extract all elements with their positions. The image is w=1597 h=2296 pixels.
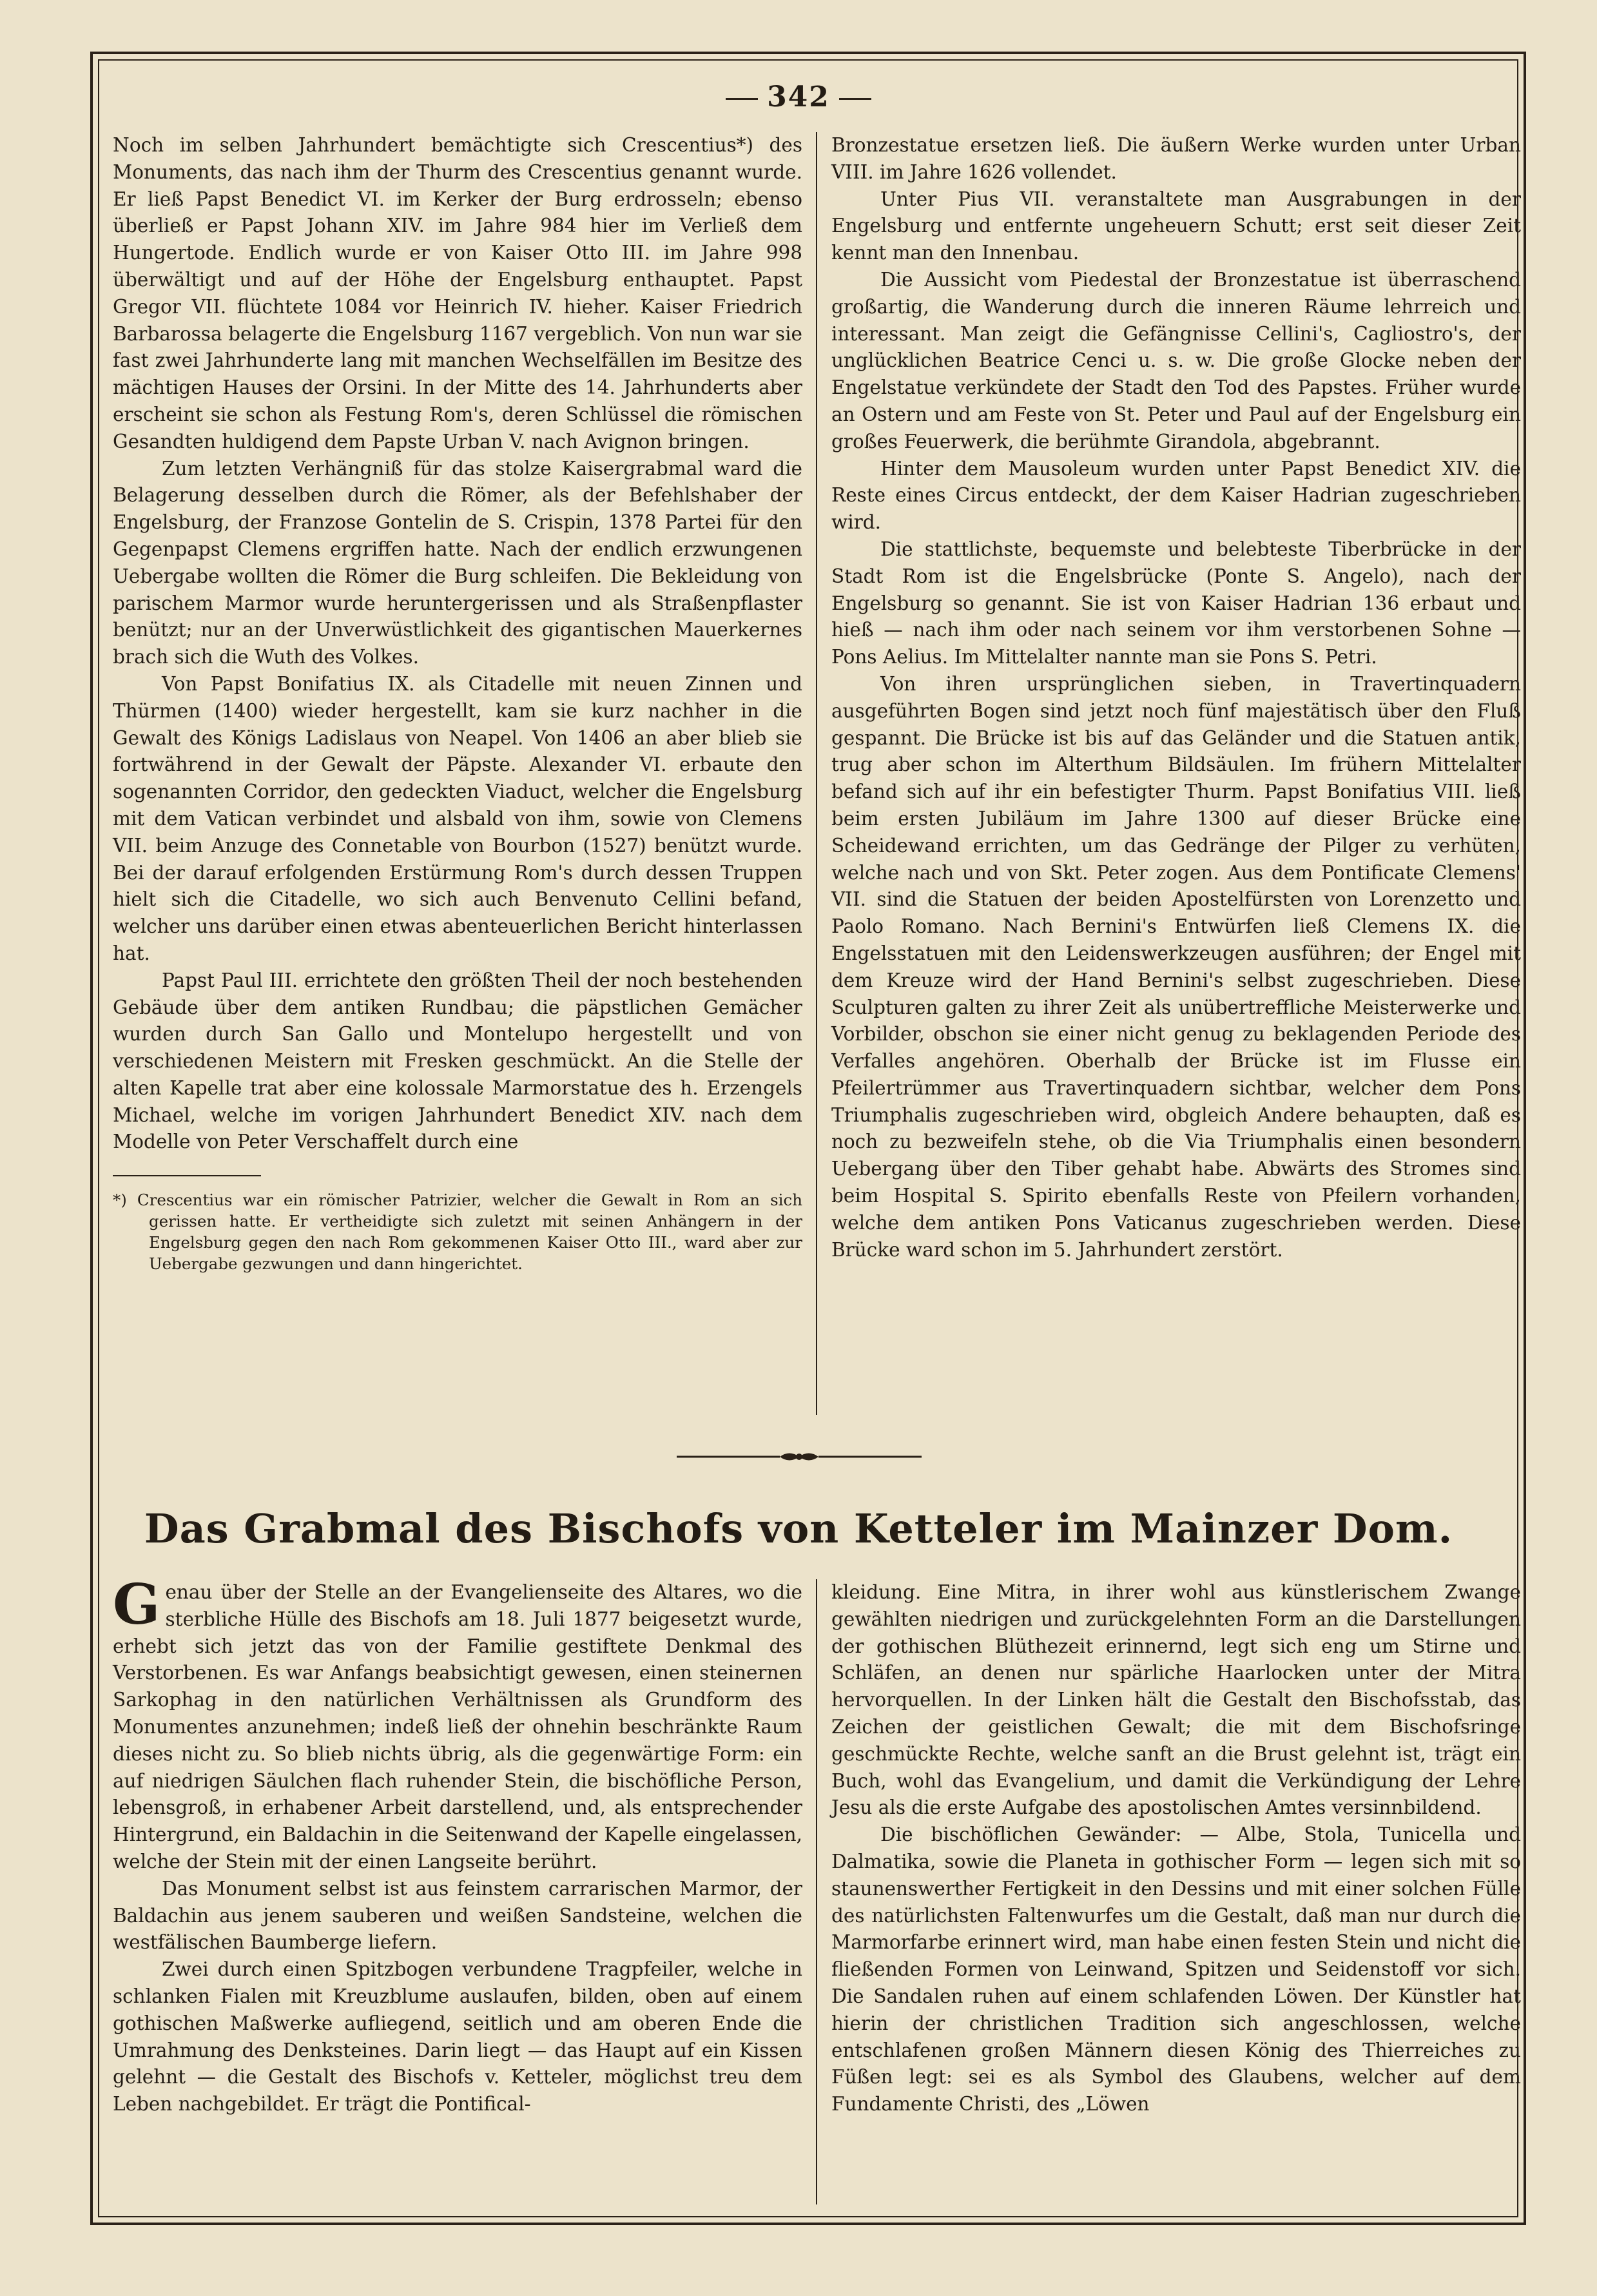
article1-paragraph: Noch im selben Jahrhundert bemächtigte sich Crescentius*) des Monuments, das nach ihm der Thurm des Crescentius genannt wurde. Er ließ Papst Benedict VI. im Kerker der Burg erdrosseln; ebenso überließ er Papst Johann XIV. im Jahre 984 hier im Verließ dem Hungertode. Endlich wurde er von Kaiser Otto III. im Jahre 998 überwältigt und auf der Höhe der Engelsburg enthauptet. Papst Gregor VII. flüchtete 1084 vor Heinrich IV. hieher. Kaiser Friedrich Barbarossa belagerte die Engelsburg 1167 vergeblich. Von nun war sie fast zwei Jahrhunderte lang mit manchen Wechselfällen im Besitze des mächtigen Hauses der Orsini. In der Mitte des 14. Jahrhunderts aber erscheint sie schon als Festung Rom's, deren Schlüssel die römischen Gesandten huldigend dem Papste Urban V. nach Avignon bringen.: [113, 134, 802, 452]
article2-paragraph: Das Monument selbst ist aus feinstem carrarischen Marmor, der Baldachin aus jenem sauberen und weißen Sandsteine, welchen die westfälischen Baumberge liefern.: [113, 1877, 802, 1954]
article1-paragraph: Die Aussicht vom Piedestal der Bronzestatue ist überraschend großartig, die Wanderung durch die inneren Räume lehrreich und interessant. Man zeigt die Gefängnisse Cellini's, Cagliostro's, der unglücklichen Beatrice Cenci u. s. w. Die große Glocke neben der Engelstatue verkündete der Stadt den Tod des Papstes. Früher wurde an Ostern und am Feste von St. Peter und Paul auf der Engelsburg ein großes Feuerwerk, die berühmte Girandola, abgebrannt.: [831, 268, 1521, 452]
page-number-dash-right: [839, 98, 871, 100]
section-divider-ornament: [677, 1447, 922, 1466]
footnote-text: *) Crescentius war ein römischer Patrizier, welcher die Gewalt in Rom an sich gerissen hatte. Er vertheidigte sich zuletzt mit seinen Anhängern in der Engelsburg gegen den nach Rom gekommenen Kaiser Otto III., ward aber zur Uebergabe gezwungen und dann hingerichtet.: [113, 1191, 802, 1274]
footnote-rule: [113, 1175, 261, 1176]
article1-paragraph: Zum letzten Verhängniß für das stolze Kaisergrabmal ward die Belagerung desselben durch die Römer, als der Befehlshaber der Engelsburg, der Franzose Gontelin de S. Crispin, 1378 Partei für den Gegenpapst Clemens ergriffen hatte. Nach der endlich erzwungenen Uebergabe wollten die Römer die Burg schleifen. Die Bekleidung von parischem Marmor wurde heruntergerissen und als Straßenpflaster benützt; nur an der Unverwüstlichkeit des gigantischen Mauerkernes brach sich die Wuth des Volkes.: [113, 457, 802, 668]
page-number-dash-left: [726, 98, 758, 100]
article1-paragraph: Von Papst Bonifatius IX. als Citadelle mit neuen Zinnen und Thürmen (1400) wieder hergestellt, kam sie kurz nachher in die Gewalt des Königs Ladislaus von Neapel. Von 1406 an aber blieb sie fortwährend in der Gewalt der Päpste. Alexander VI. erbaute den sogenannten Corridor, den gedeckten Viaduct, welcher die Engelsburg mit dem Vatican verbindet und alsbald von ihm, sowie von Clemens VII. beim Anzuge des Connetable von Bourbon (1527) benützt wurde. Bei der darauf erfolgenden Erstürmung Rom's durch dessen Truppen hielt sich die Citadelle, wo sich auch Benvenuto Cellini befand, welcher uns darüber einen etwas abenteuerlichen Bericht hinterlassen hat.: [113, 672, 802, 964]
article2-left-column: [113, 1572, 802, 2118]
column-divider-bottom: [816, 1579, 817, 2204]
article2-first-text: enau über der Stelle an der Evangelienseite des Altares, wo die sterbliche Hülle des Bischofs am 18. Juli 1877 beigesetzt wurde, erhebt sich jetzt das von der Familie gestiftete Denkmal des Verstorbenen. Es war Anfangs beabsichtigt gewesen, einen steinernen Sarkophag in den natürlichen Verhältnissen als Grundform des Monumentes anzunehmen; indeß ließ der ohnehin beschränkte Raum dieses nicht zu. So blieb nichts übrig, als die gegenwärtige Form: ein auf niedrigen Säulchen flach ruhender Stein, die bischöfliche Person, lebensgroß, in erhabener Arbeit darstellend, und, als entsprechender Hintergrund, ein Baldachin in die Seitenwand der Kapelle eingelassen, welche der Stein mit der einen Langseite berührt.: [113, 1581, 802, 1873]
article2-paragraph: Zwei durch einen Spitzbogen verbundene Tragpfeiler, welche in schlanken Fialen mit Kreuzblume auslaufen, bilden, oben auf einem gothischen Maßwerke aufliegend, seitlich und am oberen Ende die Umrahmung des Denksteines. Darin liegt — das Haupt auf ein Kissen gelehnt — die Gestalt des Bischofs v. Ketteler, möglichst treu dem Leben nachgebildet. Er trägt die Pontifical-: [113, 1958, 802, 2116]
page-number: [0, 81, 1597, 113]
article2-paragraph: Die bischöflichen Gewänder: — Albe, Stola, Tunicella und Dalmatika, sowie die Planeta in gothischer Form — legen sich mit so staunenswerther Fertigkeit in den Dessins und mit einer solchen Fülle des natürlichsten Faltenwurfes um die Gestalt, daß man nur durch die Marmorfarbe erinnert wird, man habe einen festen Stein und nicht die fließenden Formen von Leinwand, Spitzen und Seidenstoff vor sich. Die Sandalen ruhen auf einem schlafenden Löwen. Der Künstler hat hierin der christlichen Tradition sich angeschlossen, welche entschlafenen großen Männern diesen König des Thierreiches zu Füßen legt: sei es als Symbol des Glaubens, welcher auf dem Fundamente Christi, des „Löwen: [831, 1824, 1521, 2116]
article1-paragraph: Papst Paul III. errichtete den größten Theil der noch bestehenden Gebäude über dem antiken Rundbau; die päpstlichen Gemächer wurden durch San Gallo und Montelupo hergestellt und von verschiedenen Meistern mit Fresken geschmückt. An die Stelle der alten Kapelle trat aber eine kolossale Marmorstatue des h. Erzengels Michael, welche im vorigen Jahrhundert Benedict XIV. nach dem Modelle von Peter Verschaffelt durch eine: [113, 969, 802, 1153]
article1-left-column: [113, 132, 802, 1274]
drop-cap: G: [113, 1572, 160, 1637]
article2-paragraph: kleidung. Eine Mitra, in ihrer wohl aus künstlerischem Zwange gewählten niedrigen und zurückgelehnten Form an die Darstellungen der gothischen Blüthezeit erinnernd, legt sich eng um Stirne und Schläfen, an denen nur spärliche Haarlocken unter der Mitra hervorquellen. In der Linken hält die Gestalt den Bischofsstab, das Zeichen der geistlichen Gewalt; die mit dem Bischofsringe geschmückte Rechte, welche sanft an die Brust gelehnt ist, trägt ein Buch, wohl das Evangelium, und damit die Verkündigung der Lehre Jesu als die erste Aufgabe des apostolischen Amtes versinnbildend.: [831, 1581, 1521, 1819]
article1-right-column: [831, 132, 1521, 1263]
article1-paragraph: Von ihren ursprünglichen sieben, in Travertinquadern ausgeführten Bogen sind jetzt noch fünf majestätisch über den Fluß gespannt. Die Brücke ist bis auf das Geländer und die Statuen antik, trug aber schon im Alterthum Bildsäulen. Im frühern Mittelalter befand sich auf ihr ein befestigter Thurm. Papst Bonifatius VIII. ließ beim ersten Jubiläum im Jahre 1300 auf dieser Brücke eine Scheidewand errichten, um das Gedränge der Pilger zu verhüten, welche nach und von Skt. Peter zogen. Aus dem Pontificate Clemens' VII. sind die Statuen der beiden Apostelfürsten von Lorenzetto und Paolo Romano. Nach Bernini's Entwürfen ließ Clemens IX. die Engelsstatuen mit den Leidenswerkzeugen ausführen; der Engel mit dem Kreuze wird der Hand Bernini's selbst zugeschrieben. Diese Sculpturen galten zu ihrer Zeit als unübertreffliche Meisterwerke und Vorbilder, obschon sie einer nicht genug zu beklagenden Periode des Verfalles angehören. Oberhalb der Brücke ist im Flusse ein Pfeilertrümmer aus Travertinquadern sichtbar, welcher dem Pons Triumphalis zugeschrieben wird, obgleich Andere behaupten, daß es noch zu bezweifeln stehe, ob die Via Triumphalis einen besondern Uebergang über den Tiber gehabt habe. Abwärts des Stromes sind beim Hospital S. Spirito ebenfalls Reste von Pfeilern vorhanden, welche dem antiken Pons Vaticanus zugeschrieben werden. Diese Brücke ward schon im 5. Jahrhundert zerstört.: [831, 672, 1521, 1261]
article1-paragraph: Hinter dem Mausoleum wurden unter Papst Benedict XIV. die Reste eines Circus entdeckt, der dem Kaiser Hadrian zugeschrieben wird.: [831, 457, 1521, 534]
article2-first-paragraph: [113, 1572, 802, 1876]
column-divider-top: [816, 132, 817, 1415]
footnote: [113, 1189, 802, 1274]
article2-title: Das Grabmal des Bischofs von Ketteler im Mainzer Dom.: [144, 1505, 1453, 1552]
article2-right-column: [831, 1579, 1521, 2118]
page-number-text: 342: [767, 81, 830, 113]
article1-paragraph: Unter Pius VII. veranstaltete man Ausgrabungen in der Engelsburg und entfernte ungeheuern Schutt; erst seit dieser Zeit kennt man den Innenbau.: [831, 188, 1521, 264]
article1-paragraph: Bronzestatue ersetzen ließ. Die äußern Werke wurden unter Urban VIII. im Jahre 1626 vollendet.: [831, 134, 1521, 183]
article1-paragraph: Die stattlichste, bequemste und belebteste Tiberbrücke in der Stadt Rom ist die Engelsbrücke (Ponte S. Angelo), nach der Engelsburg so genannt. Sie ist von Kaiser Hadrian 136 erbaut und hieß — nach ihm oder nach seinem vor ihm verstorbenen Sohne — Pons Aelius. Im Mittelalter nannte man sie Pons S. Petri.: [831, 538, 1521, 668]
